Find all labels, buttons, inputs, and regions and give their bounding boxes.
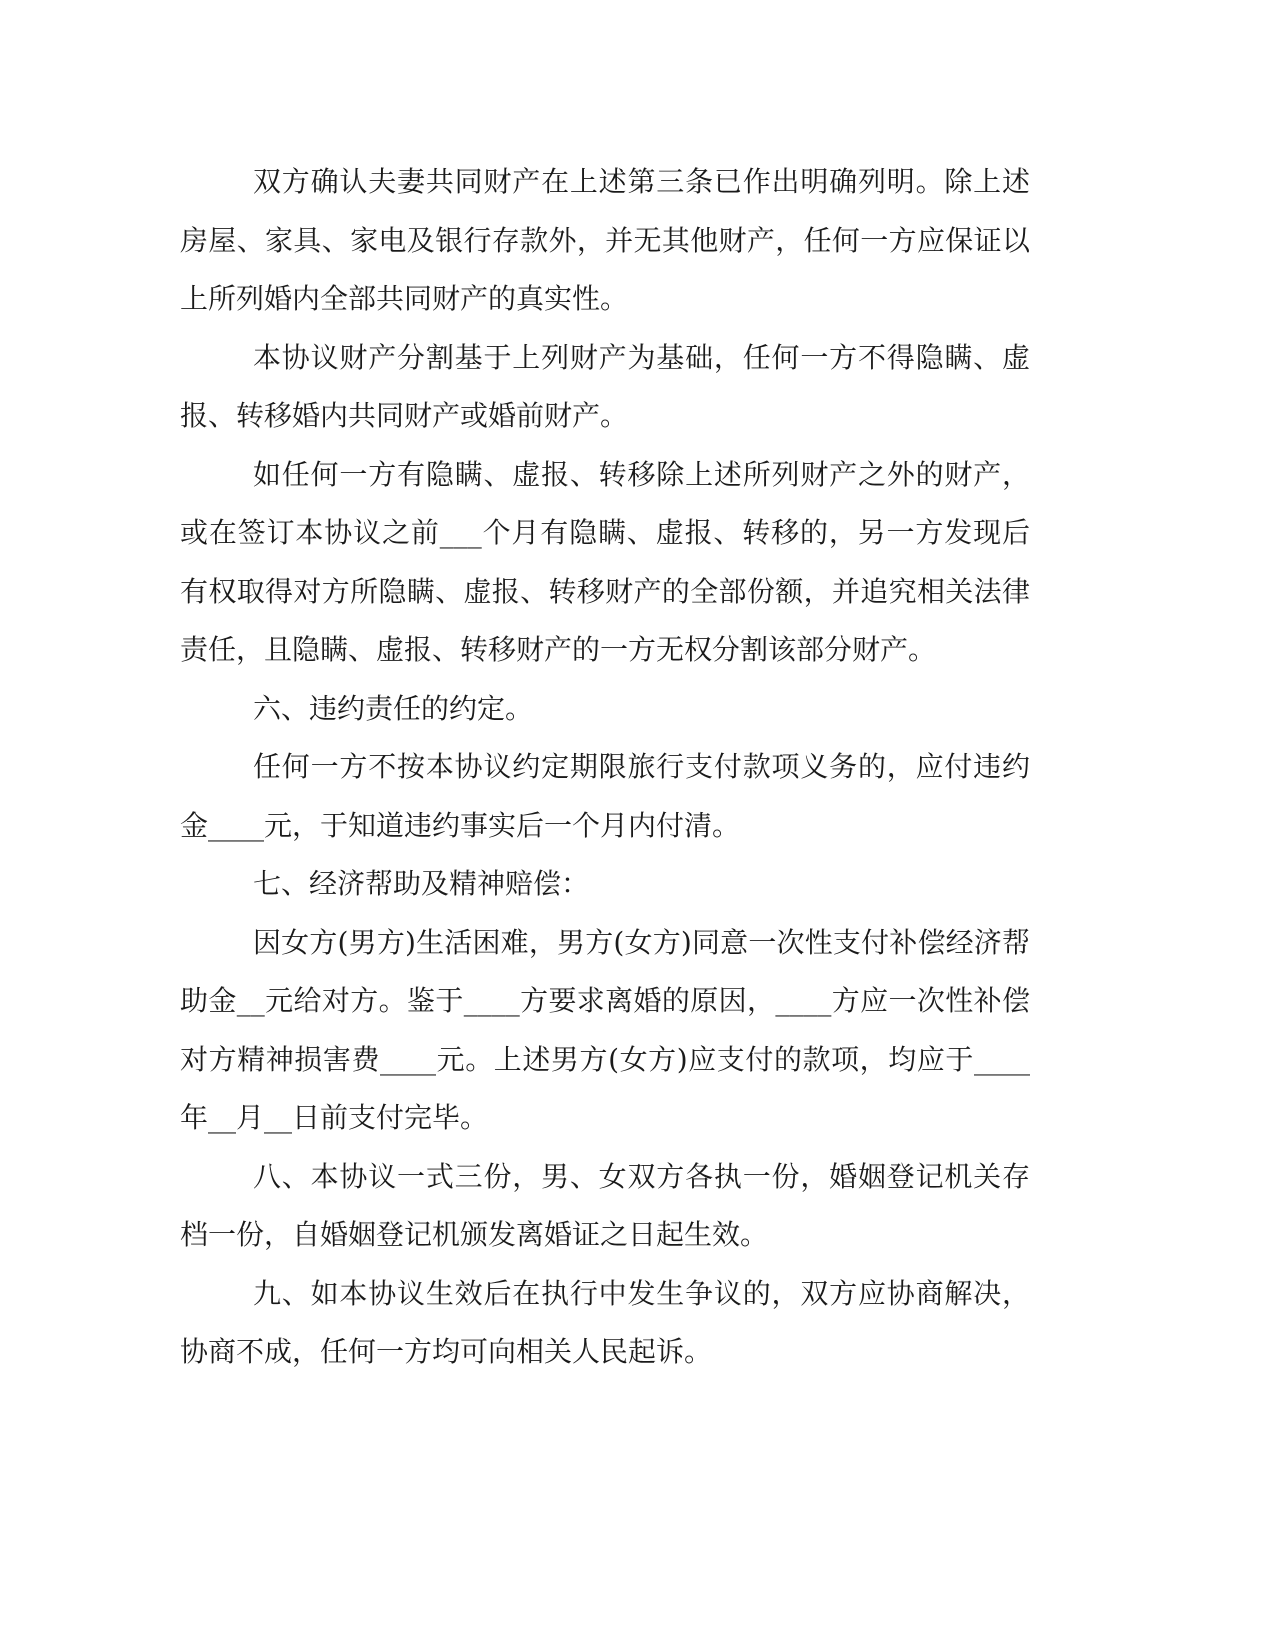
document-body [180,153,1030,1382]
paragraph-copies-clause: 八、本协议一式三份，男、女双方各执一份，婚姻登记机关存档一份，自婚姻登记机颁发离婚证之日起生效。 [180,1159,1030,1251]
section-heading-economic-assistance: 七、经济帮助及精神赔偿： [253,867,590,900]
paragraph-dispute-clause: 九、如本协议生效后在执行中发生争议的，双方应协商解决，协商不成，任何一方均可向相关人民起诉。 [180,1276,1030,1368]
paragraph-penalty-clause: 任何一方不按本协议约定期限旅行支付款项义务的，应付违约金____元，于知道违约事实后一个月内付清。 [180,750,1030,842]
paragraph-property-confirmation: 双方确认夫妻共同财产在上述第三条已作出明确列明。除上述房屋、家具、家电及银行存款外，并无其他财产，任何一方应保证以上所列婚内全部共同财产的真实性。 [180,165,1030,315]
section-heading-breach-liability: 六、违约责任的约定。 [253,691,534,725]
paragraph-property-division-basis: 本协议财产分割基于上列财产为基础，任何一方不得隐瞒、虚报、转移婚内共同财产或婚前财产。 [180,340,1030,432]
paragraph-concealment-clause: 如任何一方有隐瞒、虚报、转移除上述所列财产之外的财产，或在签订本协议之前___个月有隐瞒、虚报、转移的，另一方发现后有权取得对方所隐瞒、虚报、转移财产的全部份额，并追究相关法律责任，且隐瞒、虚报、转移财产的一方无权分割该部分财产。 [180,457,1030,666]
paragraph-compensation-clause: 因女方(男方)生活困难，男方(女方)同意一次性支付补偿经济帮助金__元给对方。鉴于____方要求离婚的原因，____方应一次性补偿对方精神损害费____元。上述男方(女方)应支付的款项，均应于____年__月__日前支付完毕。 [180,925,1030,1134]
